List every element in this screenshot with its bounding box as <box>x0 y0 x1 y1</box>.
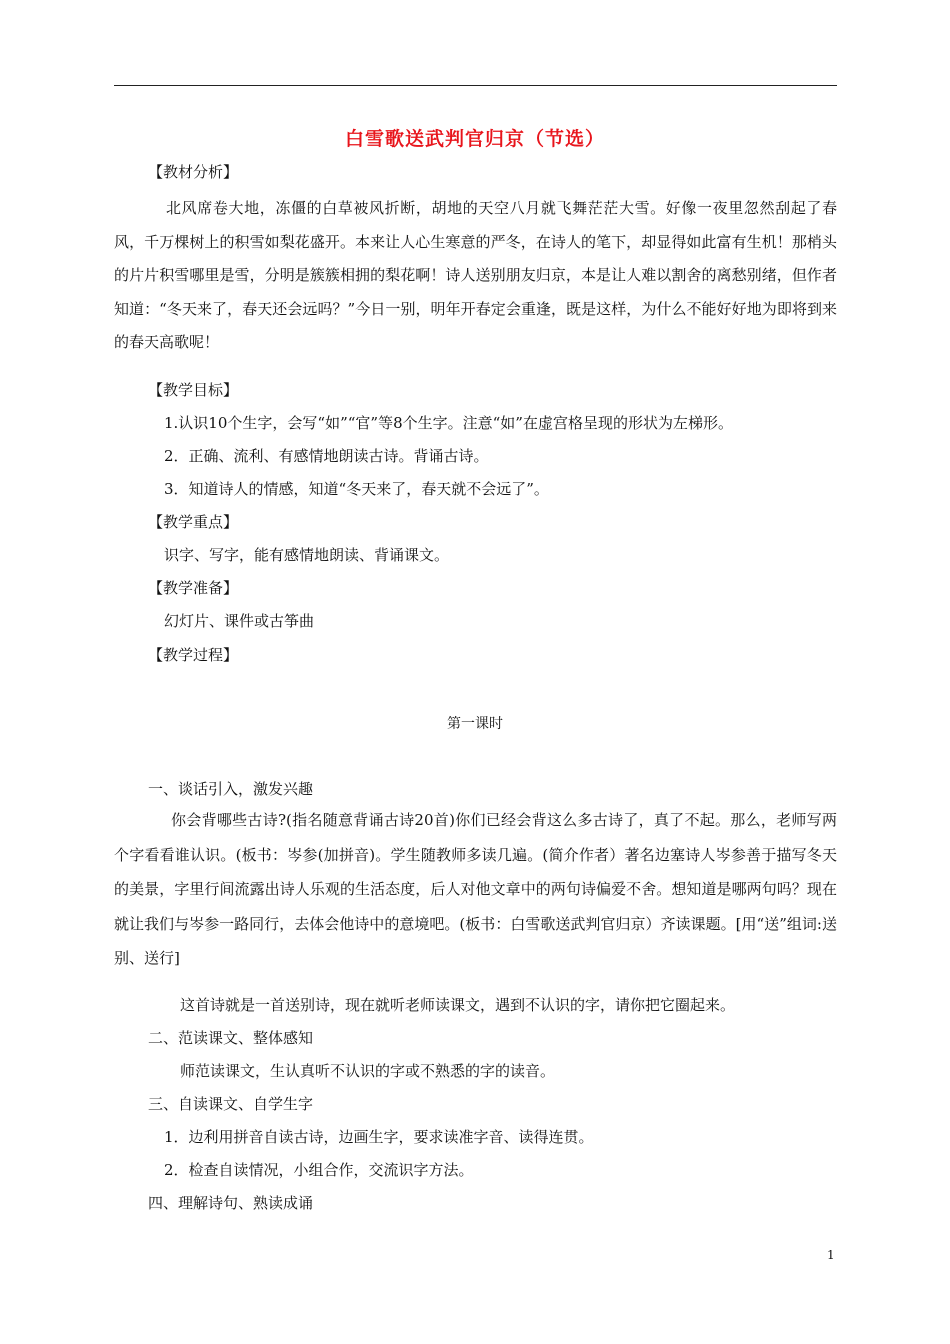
key-points-text: 识字、写字，能有感情地朗读、背诵课文。 <box>164 546 450 564</box>
lesson-title: 第一课时 <box>447 716 503 732</box>
step3-item-1: 1．边利用拼音自读古诗，边画生字，要求读准字音、读得连贯。 <box>164 1128 594 1146</box>
step1-paragraph: 你会背哪些古诗?(指名随意背诵古诗20首)你们已经会背这么多古诗了，真了不起。那么，老师写两个字看看谁认识。(板书：岑参(加拼音)。学生随教师多读几遍。(简介作者）著名边塞诗人岑参善于描写冬天的美景，字里行间流露出诗人乐观的生活态度，后人对他文章中的两句诗偏爱不舍。想知道是哪两句吗？现在就让我们与岑参一路同行，去体会他诗中的意境吧。(板书：白雪歌送武判官归京）齐读课题。[用“送”组词:送别、送行] <box>114 811 837 967</box>
step4-heading: 四、理解诗句、熟读成诵 <box>148 1194 314 1212</box>
process-heading: 【教学过程】 <box>148 646 239 664</box>
analysis-heading: 【教材分析】 <box>148 163 239 181</box>
step2-text: 师范读课文，生认真听不认识的字或不熟悉的字的读音。 <box>180 1062 556 1080</box>
preparation-text: 幻灯片、课件或古筝曲 <box>164 612 315 630</box>
preparation-heading: 【教学准备】 <box>148 579 239 597</box>
goals-heading: 【教学目标】 <box>148 381 239 399</box>
goal-item-3: 3．知道诗人的情感，知道“冬天来了，春天就不会远了”。 <box>164 480 549 498</box>
step3-heading: 三、自读课文、自学生字 <box>148 1095 314 1113</box>
key-points-heading: 【教学重点】 <box>148 513 239 531</box>
goal-item-1: 1.认识10个生字，会写“如”“官”等8个生字。注意“如”在虚宫格呈现的形状为左梯形。 <box>164 414 733 432</box>
goal-item-2: 2．正确、流利、有感情地朗读古诗。背诵古诗。 <box>164 447 489 465</box>
step1-paragraph-2: 这首诗就是一首送别诗，现在就听老师读课文，遇到不认识的字，请你把它圈起来。 <box>180 996 736 1014</box>
step1-heading: 一、谈话引入，激发兴趣 <box>148 780 314 798</box>
document-title: 白雪歌送武判官归京（节选） <box>344 128 605 150</box>
page-number: 1 <box>827 1248 835 1262</box>
header-rule <box>114 85 837 86</box>
analysis-paragraph: 北风席卷大地，冻僵的白草被风折断，胡地的天空八月就飞舞茫茫大雪。好像一夜里忽然刮起了春风，千万棵树上的积雪如梨花盛开。本来让人心生寒意的严冬，在诗人的笔下，却显得如此富有生机！那梢头的片片积雪哪里是雪，分明是簇簇相拥的梨花啊！诗人送别朋友归京，本是让人难以割舍的离愁别绪，但作者知道：“冬天来了，春天还会远吗？”今日一别，明年开春定会重逢，既是这样，为什么不能好好地为即将到来的春天高歌呢！ <box>114 199 837 352</box>
step3-item-2: 2．检查自读情况，小组合作，交流识字方法。 <box>164 1161 474 1179</box>
step2-heading: 二、范读课文、整体感知 <box>148 1029 314 1047</box>
